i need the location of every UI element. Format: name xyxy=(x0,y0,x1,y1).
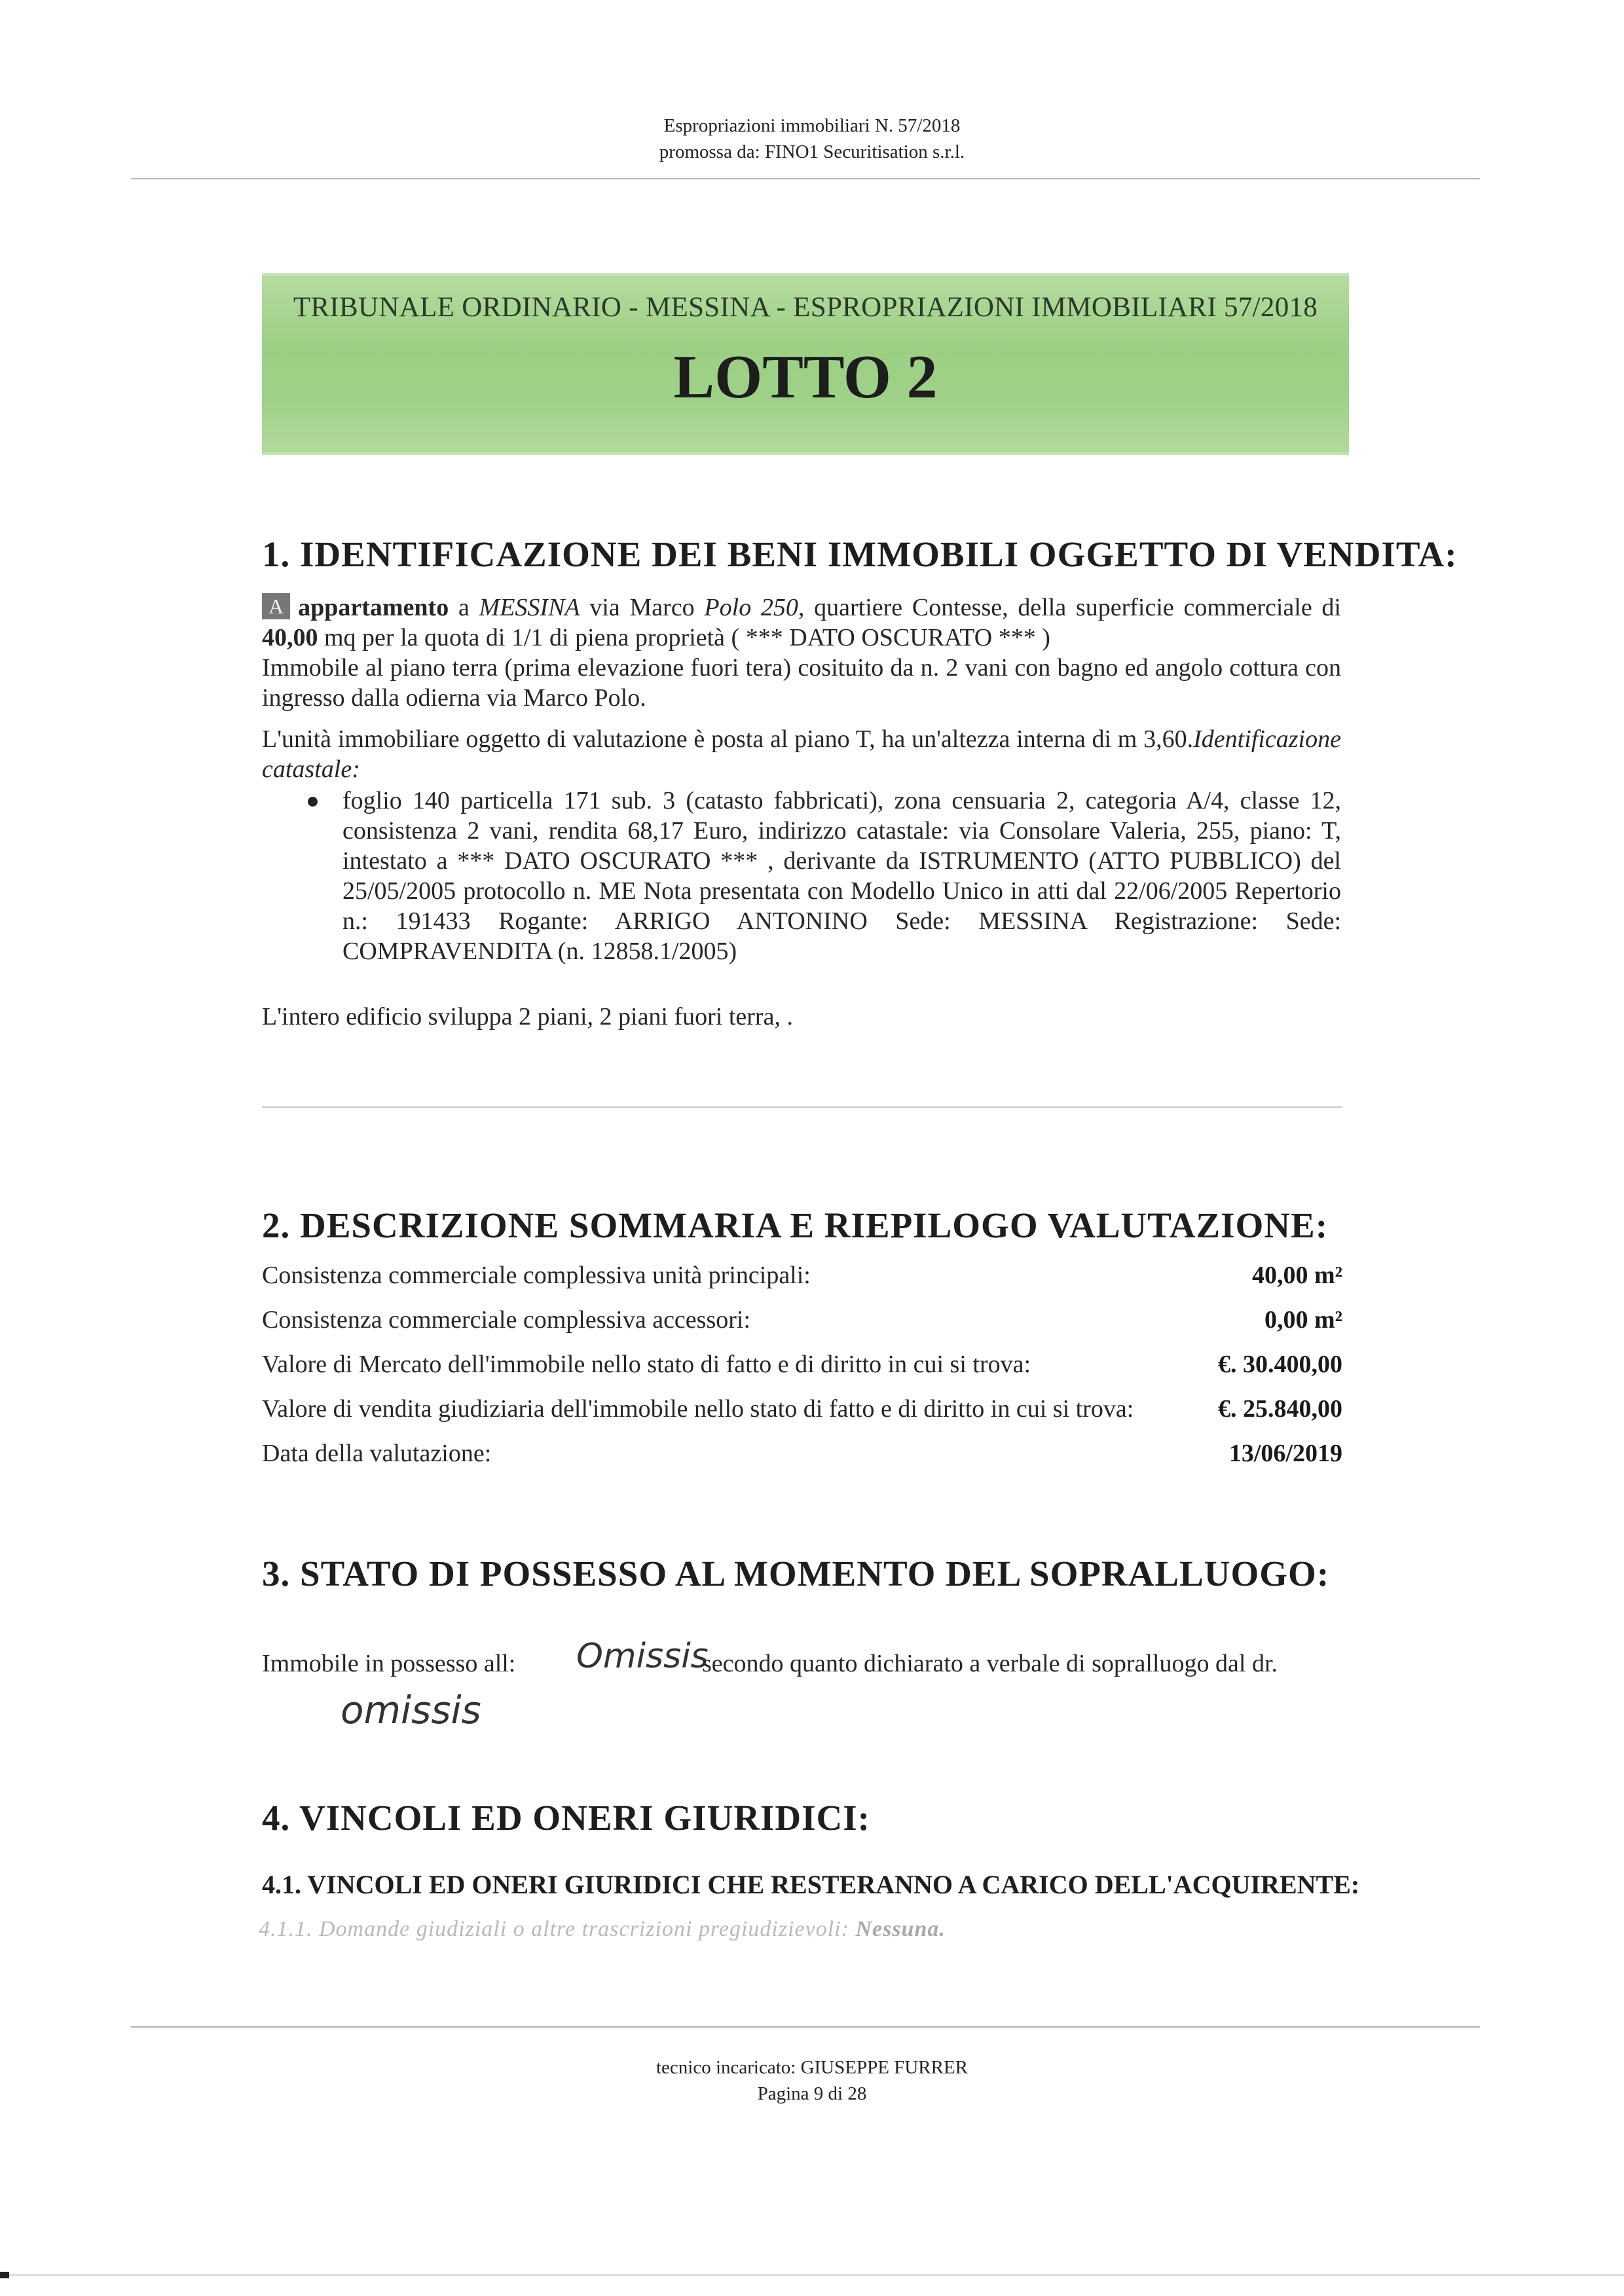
banner-title: TRIBUNALE ORDINARIO - MESSINA - ESPROPRIAZIONI IMMOBILIARI 57/2018 xyxy=(293,292,1318,323)
scan-edge-line xyxy=(0,2274,1624,2276)
page-footer xyxy=(0,2054,1624,2107)
summary-label: Consistenza commerciale complessiva unità principali: xyxy=(262,1262,811,1289)
scan-edge-mark xyxy=(0,2272,9,2278)
summary-label: Valore di Mercato dell'immobile nello stato di fatto e di diritto in cui si trova: xyxy=(262,1351,1031,1378)
handwritten-omissis-1: Omissis xyxy=(576,1637,709,1676)
intro-text-tail: mq per la quota di 1/1 di piena proprietà ( *** DATO OSCURATO *** ) xyxy=(318,624,1050,651)
intro-text-rest: , quartiere Contesse, della superficie commerciale di xyxy=(798,594,1341,621)
catastale-list xyxy=(298,786,1341,966)
footer-divider xyxy=(131,2026,1480,2028)
unit-description xyxy=(262,724,1341,784)
summary-value: 40,00 m² xyxy=(1251,1262,1342,1289)
table-row xyxy=(262,1438,1342,1483)
section-1-heading: 1. IDENTIFICAZIONE DEI BENI IMMOBILI OGGETTO DI VENDITA: xyxy=(262,534,1458,574)
table-row xyxy=(262,1394,1342,1438)
page-header xyxy=(0,113,1624,165)
catastale-label: Identificazione catastale: xyxy=(262,725,1341,783)
catastale-details: foglio 140 particella 171 sub. 3 (catasto fabbricati), zona censuaria 2, categoria A/4, classe 12, consistenza 2 vani, rendita 68,17 Euro, indirizzo catastale: via Consolare Valeria, 255, piano: T, intestato a *** DATO OSCURATO *** , derivante da ISTRUMENTO (ATTO PUBBLICO) del 25/05/2005 protocollo n. ME Nota presentata con Modello Unico in atti dal 22/06/2005 Repertorio n.: 191433 Rogante: ARRIGO ANTONINO Sede: MESSINA Registrazione: Sede: COMPRAVENDITA (n. 12858.1/2005) xyxy=(342,787,1341,965)
sub-item-value: Nessuna. xyxy=(855,1917,946,1941)
possession-text-after: secondo quanto dichiarato a verbale di sopralluogo dal dr. xyxy=(702,1650,1278,1677)
section-2-heading: 2. DESCRIZIONE SOMMARIA E RIEPILOGO VALUTAZIONE: xyxy=(262,1205,1329,1245)
header-procedure: Espropriazioni immobiliari N. 57/2018 xyxy=(663,115,961,136)
table-row xyxy=(262,1260,1342,1305)
intro-text-via: via Marco xyxy=(580,594,705,621)
property-type: appartamento xyxy=(298,594,449,621)
intro-text-a: a xyxy=(449,594,479,621)
section-4-1-1 xyxy=(259,1917,946,1942)
sub-item-text: 4.1.1. Domande giudiziali o altre trascrizioni pregiudizievoli: xyxy=(259,1917,856,1941)
summary-value: €. 30.400,00 xyxy=(1218,1351,1342,1378)
footer-technician: tecnico incaricato: GIUSEPPE FURRER xyxy=(655,2057,969,2078)
summary-value: €. 25.840,00 xyxy=(1218,1395,1342,1423)
property-area: 40,00 xyxy=(262,624,318,651)
valuation-summary-table xyxy=(262,1260,1342,1483)
bullet-dot-icon xyxy=(308,797,318,807)
summary-value: 0,00 m² xyxy=(1264,1306,1342,1334)
handwritten-omissis-2: omissis xyxy=(341,1688,481,1732)
section-4-1-heading: 4.1. VINCOLI ED ONERI GIURIDICI CHE RESTERANNO A CARICO DELL'ACQUIRENTE: xyxy=(262,1870,1360,1899)
section-4-heading: 4. VINCOLI ED ONERI GIURIDICI: xyxy=(262,1798,870,1838)
summary-value: 13/06/2019 xyxy=(1228,1440,1342,1467)
section-3-heading: 3. STATO DI POSSESSO AL MOMENTO DEL SOPRALLUOGO: xyxy=(262,1554,1330,1594)
summary-label: Consistenza commerciale complessiva accessori: xyxy=(262,1306,751,1334)
list-item xyxy=(298,786,1341,966)
building-floors: L'intero edificio sviluppa 2 piani, 2 piani fuori terra, . xyxy=(262,1003,793,1030)
property-description: Immobile al piano terra (prima elevazione fuori tera) cosituito da n. 2 vani con bagno ed angolo cottura con ingresso dalla odierna via Marco Polo. xyxy=(262,654,1341,712)
lotto-title: LOTTO 2 xyxy=(673,343,938,411)
header-promoter: promossa da: FINO1 Securitisation s.r.l. xyxy=(659,141,965,162)
page-number: Pagina 9 di 28 xyxy=(757,2083,867,2104)
header-divider xyxy=(131,178,1480,179)
summary-label: Valore di vendita giudiziaria dell'immobile nello stato di fatto e di diritto in cui si trova: xyxy=(262,1395,1134,1423)
possession-text-before: Immobile in possesso all: xyxy=(262,1650,516,1677)
section-divider xyxy=(262,1106,1342,1108)
property-street-number: Polo 250 xyxy=(704,594,798,621)
unit-text: L'unità immobiliare oggetto di valutazione è posta al piano T, ha un'altezza interna di m 3,60. xyxy=(262,725,1194,753)
summary-label: Data della valutazione: xyxy=(262,1440,492,1467)
property-intro xyxy=(262,592,1341,713)
property-badge: A xyxy=(262,593,290,619)
property-city: MESSINA xyxy=(479,594,580,621)
table-row xyxy=(262,1305,1342,1349)
table-row xyxy=(262,1349,1342,1394)
